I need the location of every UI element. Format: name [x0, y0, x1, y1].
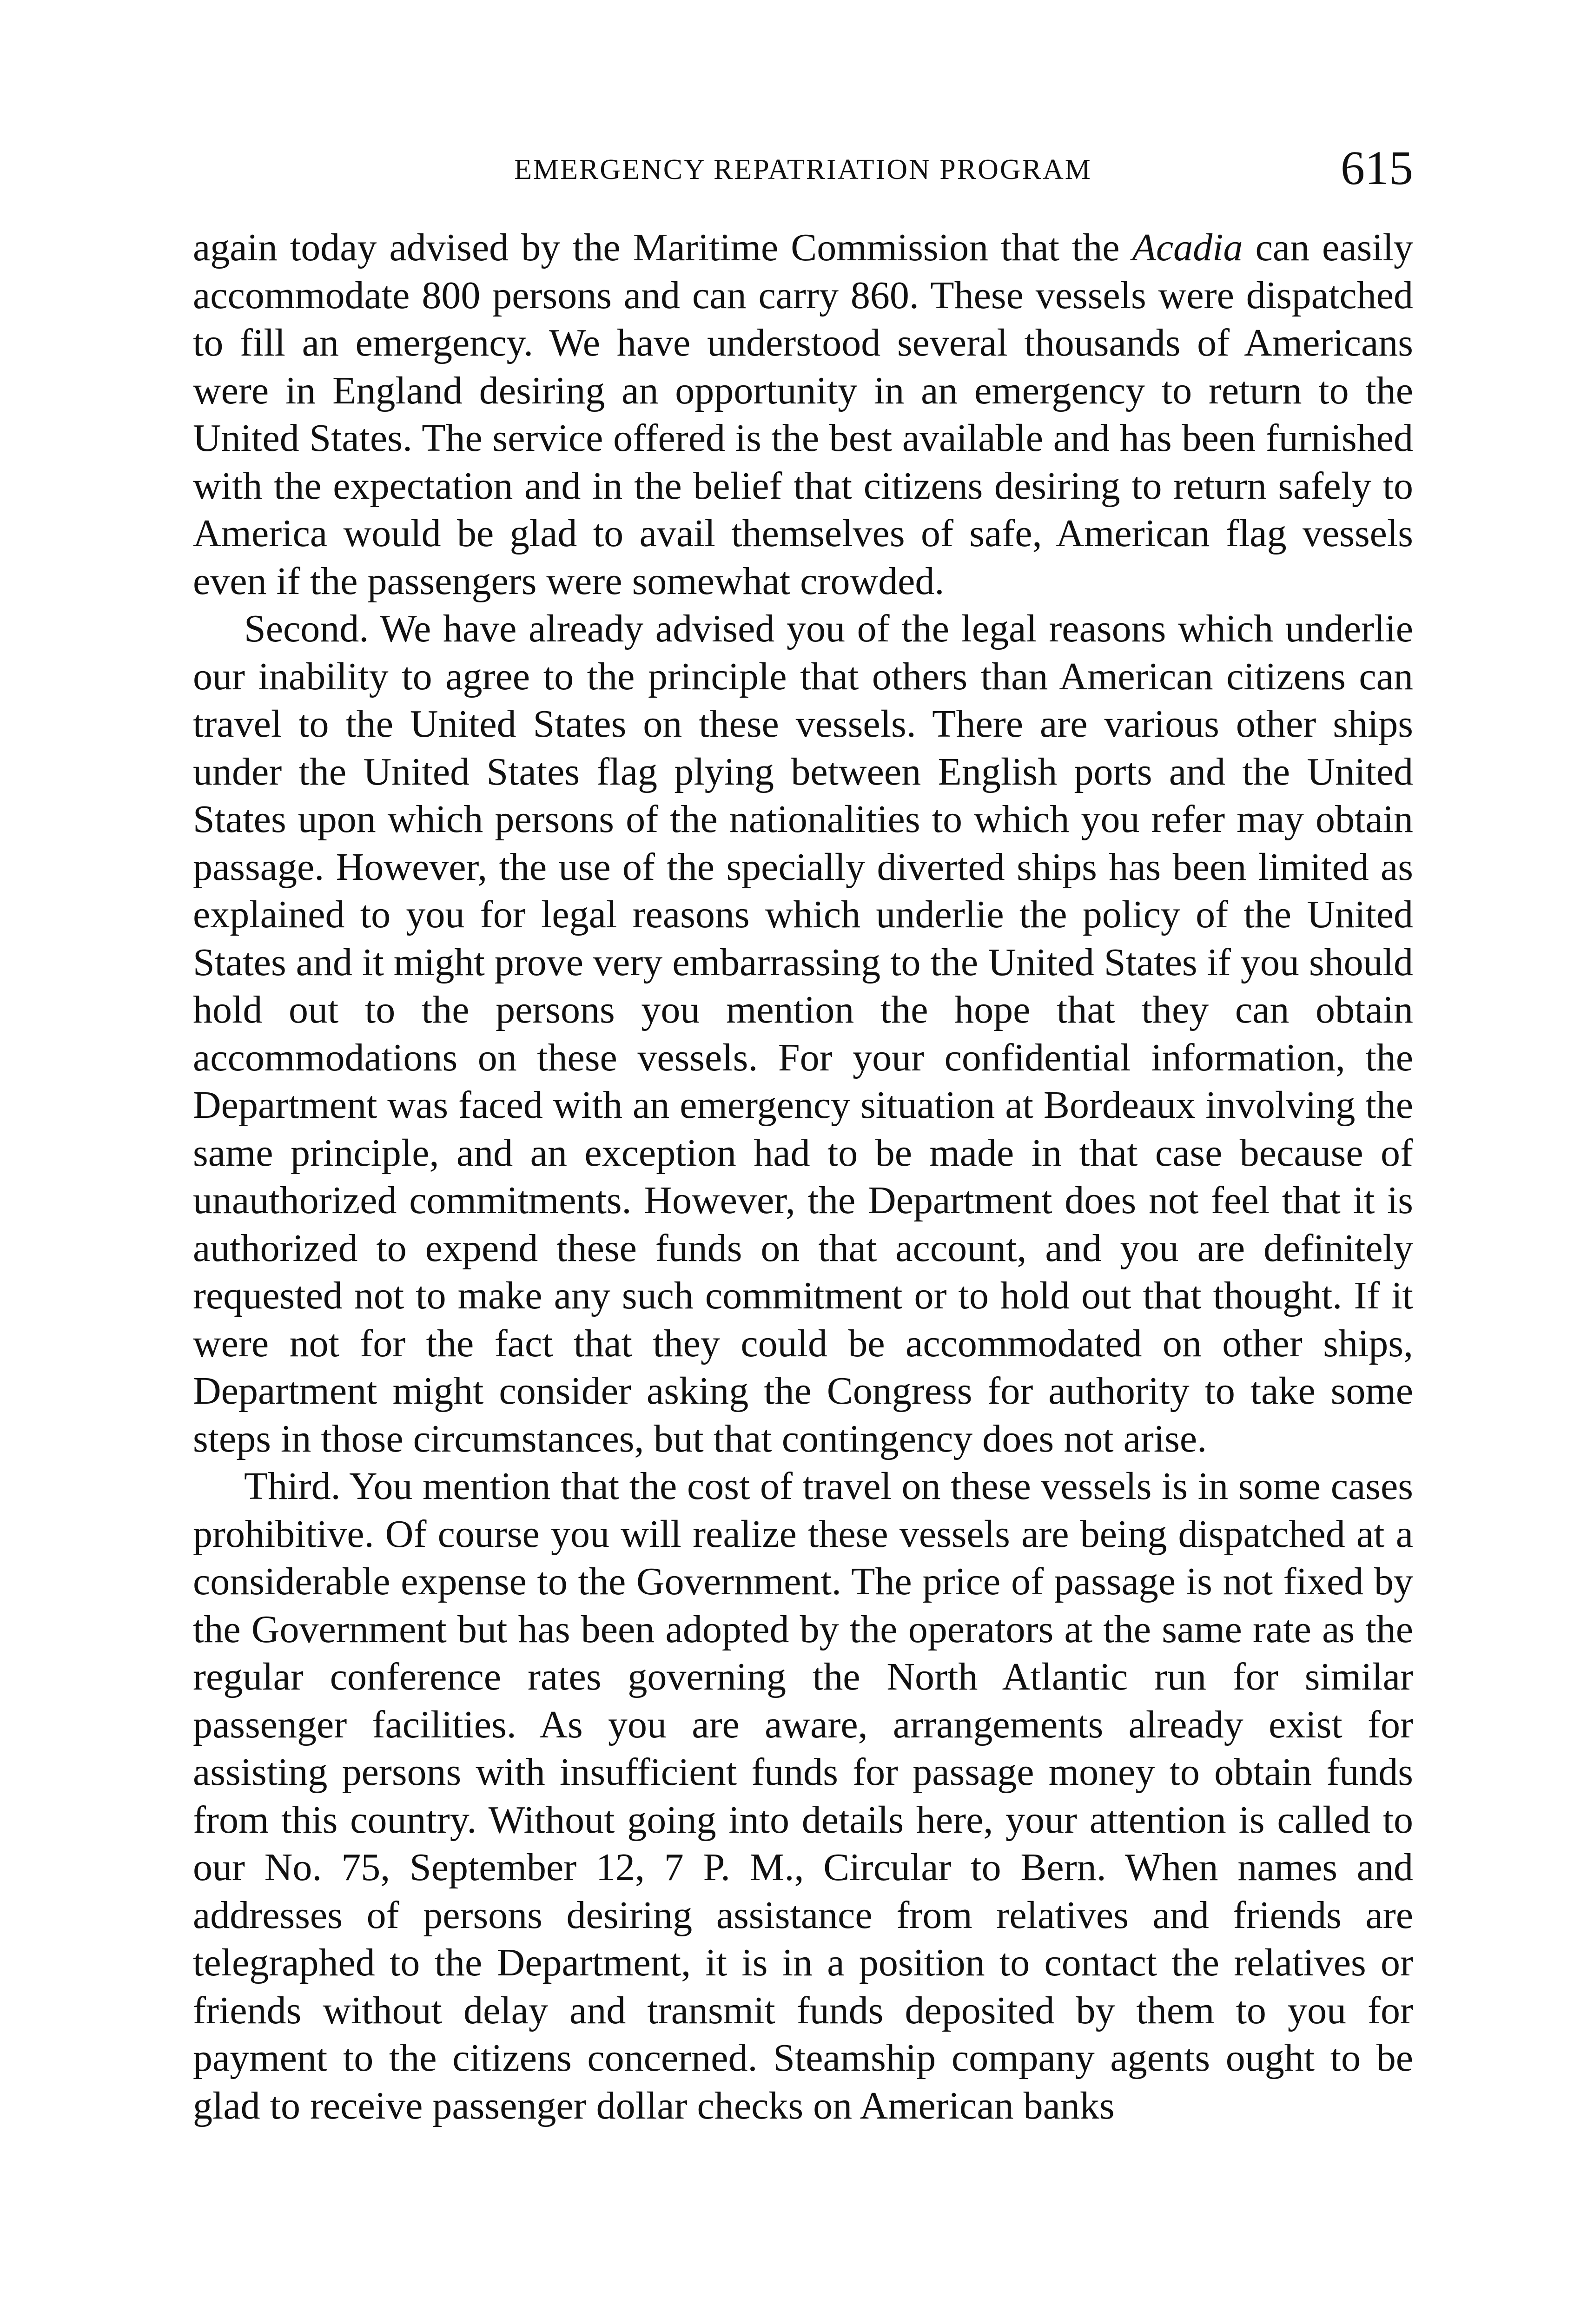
ship-name: Acadia [1132, 226, 1243, 269]
running-header [193, 139, 1413, 200]
paragraph-third: Third. You mention that the cost of travel on these vessels is in some cases prohibitive. Of course you will realize these vessels are being dispatched at a considerable expense to the Government. The price of passage is not fixed by the Government but has been adopted by the operators at the same rate as the regular conference rates governing the North Atlantic run for similar passenger facilities. As you are aware, arrangements already exist for assisting persons with insufficient funds for passage money to obtain funds from this country. Without going into details here, your attention is called to our No. 75, September 12, 7 P. M., Circular to Bern. When names and addresses of persons desiring assistance from relatives and friends are telegraphed to the Department, it is in a position to contact the relatives or friends without delay and transmit funds deposited by them to you for payment to the citizens concerned. Steamship company agents ought to be glad to receive passenger dollar checks on American banks [193, 1465, 1413, 2127]
document-page [193, 139, 1413, 2130]
body-text [193, 224, 1413, 2130]
running-title: EMERGENCY REPATRIATION PROGRAM [514, 154, 1092, 185]
paragraph-text: again today advised by the Maritime Commission that the [193, 226, 1132, 269]
page-number: 615 [1341, 141, 1413, 195]
paragraph-continuation [193, 224, 1413, 605]
paragraph-second: Second. We have already advised you of the legal reasons which underlie our inability to agree to the principle that others than American citizens can travel to the United States on these vessels. There are various other ships under the United States flag plying between English ports and the United States upon which persons of the nationalities to which you refer may obtain passage. However, the use of the specially diverted ships has been limited as explained to you for legal reasons which underlie the policy of the United States and it might prove very embarrassing to the United States if you should hold out to the persons you mention the hope that they can obtain accommodations on these vessels. For your confidential information, the Department was faced with an emergency situation at Bordeaux involving the same principle, and an exception had to be made in that case because of unauthorized commitments. However, the Department does not feel that it is authorized to expend these funds on that account, and you are definitely requested not to make any such commitment or to hold out that thought. If it were not for the fact that they could be accommodated on other ships, Department might consider asking the Congress for authority to take some steps in those circumstances, but that contingency does not arise. [193, 607, 1413, 1460]
paragraph-text: can easily accommodate 800 persons and can carry 860. These vessels were dispatched to fill an emergency. We have understood several thousands of Americans were in England desiring an opportunity in an emergency to return to the United States. The service offered is the best available and has been furnished with the expectation and in the belief that citizens desiring to return safely to America would be glad to avail themselves of safe, American flag vessels even if the passengers were somewhat crowded. [193, 226, 1413, 603]
